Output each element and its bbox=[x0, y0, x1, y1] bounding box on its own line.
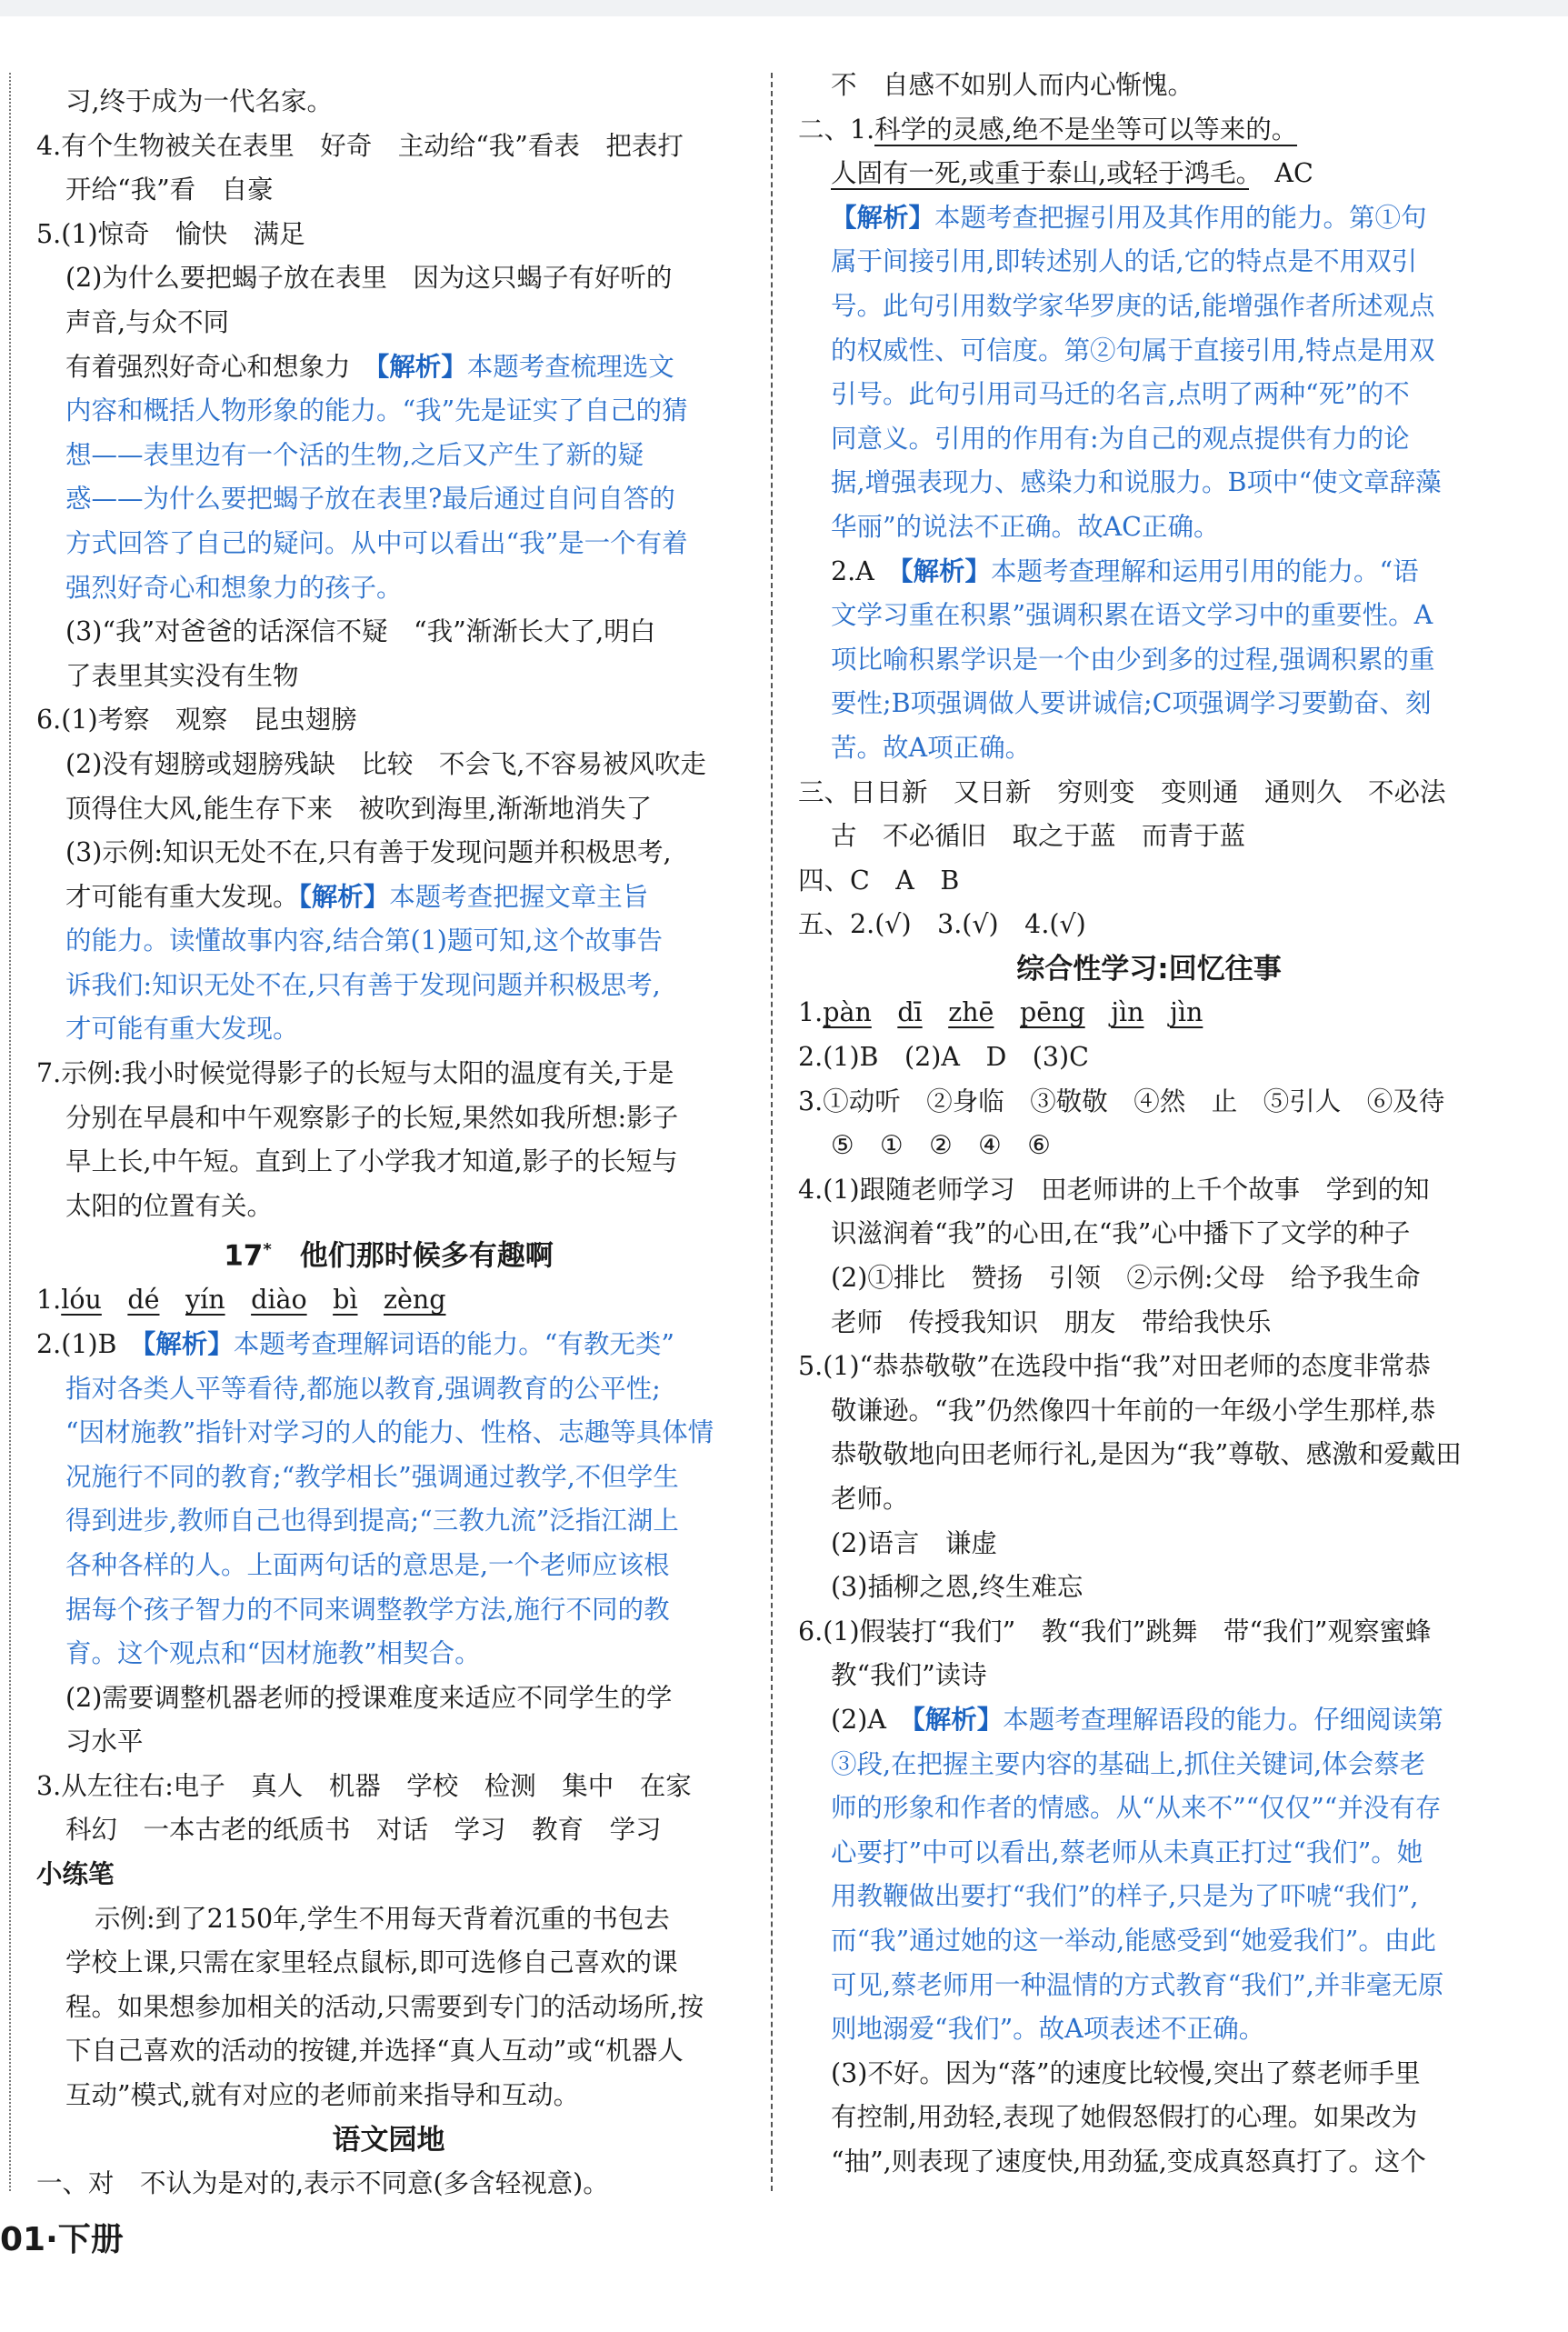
analysis-line: 况施行不同的教育;“教学相长”强调通过教学,不但学生 bbox=[65, 1461, 679, 1492]
analysis-line: 华丽”的说法不正确。故AC正确。 bbox=[831, 511, 1220, 542]
analysis-line: 的权威性、可信度。第②句属于直接引用,特点是用双 bbox=[831, 335, 1435, 365]
pinyin-item: pàn bbox=[823, 997, 872, 1028]
question-number: 1. bbox=[798, 997, 824, 1028]
answer-line: (2)语言 谦虚 bbox=[831, 1527, 997, 1558]
analysis-tag: 【解析】 bbox=[376, 351, 467, 382]
analysis-tag: 【解析】 bbox=[912, 1704, 1004, 1735]
answer-line bbox=[36, 1323, 741, 1367]
answer-line: “抽”,则表现了速度快,用劲猛,变成真怒真打了。这个 bbox=[831, 2146, 1426, 2177]
analysis-line: 育。这个观点和“因材施教”相契合。 bbox=[65, 1638, 481, 1669]
practice-line: 互动”模式,就有对应的老师前来指导和互动。 bbox=[65, 2080, 580, 2111]
pinyin-item: jìn bbox=[1170, 997, 1203, 1028]
analysis-line: 惑——为什么要把蝎子放在表里?最后通过自问自答的 bbox=[65, 484, 675, 515]
analysis-line: “因材施教”指针对学习的人的能力、性格、志趣等具体情 bbox=[65, 1417, 714, 1448]
analysis-tag: 【解析】 bbox=[900, 555, 992, 586]
section-heading: 综合性学习:回忆往事 bbox=[1016, 952, 1282, 986]
left-column bbox=[36, 80, 741, 2207]
answer-line: 早上长,中午短。直到上了小学我才知道,影子的长短与 bbox=[65, 1146, 678, 1177]
analysis-line: 据每个孩子智力的不同来调整教学方法,施行不同的教 bbox=[65, 1594, 670, 1625]
answer-line: (2)没有翅膀或翅膀残缺 比较 不会飞,不容易被风吹走 bbox=[65, 748, 706, 779]
answer-line: 4.有个生物被关在表里 好奇 主动给“我”看表 把表打 bbox=[36, 130, 684, 161]
pinyin-item: bì bbox=[333, 1285, 358, 1316]
analysis-line: 的能力。读懂故事内容,结合第(1)题可知,这个故事告 bbox=[65, 926, 663, 956]
answer-line: 教“我们”读诗 bbox=[831, 1660, 987, 1691]
analysis-tag: 【解析】 bbox=[143, 1328, 234, 1359]
answer-line: (3)示例:知识无处不在,只有善于发现问题并积极思考, bbox=[65, 837, 672, 868]
analysis-line: 内容和概括人物形象的能力。“我”先是证实了自己的猜 bbox=[65, 395, 688, 426]
answer-text: 2.(1)B bbox=[36, 1328, 144, 1359]
practice-line: 下自己喜欢的活动的按键,并选择“真人互动”或“机器人 bbox=[65, 2036, 684, 2067]
analysis-line: 方式回答了自己的疑问。从中可以看出“我”是一个有着 bbox=[65, 527, 688, 558]
pinyin-item: diào bbox=[251, 1285, 307, 1316]
pinyin-item: dé bbox=[127, 1285, 160, 1316]
pinyin-item: pēng bbox=[1019, 997, 1085, 1028]
analysis-line: 同意义。引用的作用有:为自己的观点提供有力的论 bbox=[831, 423, 1410, 454]
analysis-line: 文学习重在积累”强调积累在语文学习中的重要性。A bbox=[831, 600, 1433, 631]
answer-line: 4.(1)跟随老师学习 田老师讲的上千个故事 学到的知 bbox=[798, 1174, 1430, 1205]
analysis-line: 用教鞭做出要打“我们”的样子,只是为了吓唬“我们”, bbox=[831, 1881, 1419, 1912]
analysis-text: 本题考查理解语段的能力。仔细阅读第 bbox=[1003, 1704, 1443, 1735]
analysis-line: 想——表里边有一个活的生物,之后又产生了新的疑 bbox=[65, 439, 644, 470]
analysis-line: 号。此句引用数学家华罗庚的话,能增强作者所述观点 bbox=[831, 290, 1435, 321]
question-number: 二、1. bbox=[798, 114, 875, 145]
left-margin-dots bbox=[9, 73, 11, 2191]
answer-line: 识滋润着“我”的心田,在“我”心中播下了文学的种子 bbox=[831, 1218, 1411, 1249]
analysis-text: 本题考查梳理选文 bbox=[466, 351, 674, 382]
analysis-line: 心要打”中可以看出,蔡老师从未真正打过“我们”。她 bbox=[831, 1837, 1423, 1867]
lesson-star: * bbox=[263, 1240, 272, 1260]
pinyin-item: yín bbox=[185, 1285, 225, 1316]
answer-line: 一、对 不认为是对的,表示不同意(多含轻视意)。 bbox=[36, 2168, 609, 2199]
answer-line: (2)为什么要把蝎子放在表里 因为这只蝎子有好听的 bbox=[65, 263, 673, 294]
answer-line: 5.(1)“恭恭敬敬”在选段中指“我”对田老师的态度非常恭 bbox=[798, 1351, 1431, 1382]
analysis-line: 指对各类人平等看待,都施以教育,强调教育的公平性; bbox=[65, 1373, 661, 1404]
answer-text: 有着强烈好奇心和想象力 bbox=[65, 351, 377, 382]
analysis-line: 才可能有重大发现。 bbox=[65, 1014, 299, 1045]
analysis-line: 诉我们:知识无处不在,只有善于发现问题并积极思考, bbox=[65, 969, 661, 1000]
pinyin-line bbox=[798, 991, 1500, 1036]
right-column bbox=[798, 70, 1500, 2185]
answer-line: 习水平 bbox=[65, 1726, 144, 1757]
answer-line: 2.(1)B (2)A D (3)C bbox=[798, 1042, 1089, 1073]
lesson-title: 他们那时候多有趣啊 bbox=[299, 1239, 554, 1273]
pinyin-item: jìn bbox=[1111, 997, 1144, 1028]
answer-line: 6.(1)考察 观察 昆虫翅膀 bbox=[36, 705, 357, 736]
answer-line: 3.从左往右:电子 真人 机器 学校 检测 集中 在家 bbox=[36, 1770, 692, 1801]
analysis-line: 要性;B项强调做人要讲诚信;C项强调学习要勤奋、刻 bbox=[831, 688, 1432, 719]
answer-line: 四、C A B bbox=[798, 865, 960, 896]
answer-line bbox=[798, 550, 1500, 595]
practice-heading: 小练笔 bbox=[36, 1859, 115, 1890]
answer-line bbox=[798, 1698, 1500, 1743]
analysis-line: 各种各样的人。上面两句话的意思是,一个老师应该根 bbox=[65, 1549, 670, 1580]
analysis-line: 则地溺爱“我们”。故A项表述不正确。 bbox=[831, 2014, 1265, 2045]
answer-line: 古 不必循旧 取之于蓝 而青于蓝 bbox=[831, 821, 1246, 852]
analysis-tag: 【解析】 bbox=[831, 202, 935, 233]
analysis-text: 本题考查把握引用及其作用的能力。第①句 bbox=[934, 202, 1427, 233]
lesson-number: 17 bbox=[224, 1239, 264, 1273]
analysis-text: 本题考查把握文章主旨 bbox=[389, 881, 649, 912]
practice-line: 程。如果想参加相关的活动,只需要到专门的活动场所,按 bbox=[65, 1991, 704, 2022]
answer-line: (2)①排比 赞扬 引领 ②示例:父母 给予我生命 bbox=[831, 1263, 1421, 1294]
pinyin-item: zèng bbox=[384, 1285, 446, 1316]
analysis-text: 本题考查理解词语的能力。“有教无类” bbox=[233, 1328, 674, 1359]
column-divider bbox=[771, 73, 773, 2191]
pinyin-item: lóu bbox=[61, 1285, 102, 1316]
answer-line bbox=[36, 876, 741, 920]
answer-text: (2)A bbox=[831, 1704, 913, 1735]
analysis-line: 强烈好奇心和想象力的孩子。 bbox=[65, 572, 403, 603]
answer-text: AC bbox=[1248, 158, 1313, 189]
answer-line: 3.①动听 ②身临 ③敬敬 ④然 止 ⑤引人 ⑥及待 bbox=[798, 1086, 1445, 1116]
lesson-heading bbox=[36, 1228, 741, 1278]
analysis-line: 师的形象和作者的情感。从“从来不”“仅仅”“并没有存 bbox=[831, 1793, 1442, 1824]
analysis-line: 可见,蔡老师用一种温情的方式教育“我们”,并非毫无原 bbox=[831, 1969, 1444, 2000]
answer-line: 不 自感不如别人而内心惭愧。 bbox=[831, 70, 1194, 100]
answer-line: 五、2.(√) 3.(√) 4.(√) bbox=[798, 909, 1086, 940]
analysis-line: 属于间接引用,即转述别人的话,它的特点是不用双引 bbox=[831, 246, 1418, 277]
answer-line: 顶得住大风,能生存下来 被吹到海里,渐渐地消失了 bbox=[65, 793, 653, 824]
answer-line: 7.示例:我小时候觉得影子的长短与太阳的温度有关,于是 bbox=[36, 1058, 674, 1089]
answer-line bbox=[36, 345, 741, 390]
answer-line: (3)“我”对爸爸的话深信不疑 “我”渐渐长大了,明白 bbox=[65, 616, 656, 647]
top-strip bbox=[0, 0, 1568, 16]
answer-line bbox=[798, 196, 1500, 241]
analysis-line: 引号。此句引用司马迁的名言,点明了两种“死”的不 bbox=[831, 379, 1410, 410]
answer-line: 三、日日新 又日新 穷则变 变则通 通则久 不必法 bbox=[798, 776, 1446, 807]
analysis-line: 而“我”通过她的这一举动,能感受到“她爱我们”。由此 bbox=[831, 1925, 1436, 1956]
practice-line: 示例:到了2150年,学生不用每天背着沉重的书包去 bbox=[95, 1903, 670, 1934]
answer-line: 开给“我”看 自豪 bbox=[65, 175, 274, 205]
answer-line: 习,终于成为一代名家。 bbox=[65, 86, 334, 116]
answer-line bbox=[798, 152, 1500, 196]
answer-line: 有控制,用劲轻,表现了她假怒假打的心理。如果改为 bbox=[831, 2102, 1418, 2133]
pinyin-item: dī bbox=[897, 997, 923, 1028]
analysis-line: 据,增强表现力、感染力和说服力。B项中“使文章辞藻 bbox=[831, 467, 1442, 498]
answer-line: 敬谦逊。“我”仍然像四十年前的一年级小学生那样,恭 bbox=[831, 1395, 1436, 1426]
answer-line: (3)不好。因为“落”的速度比较慢,突出了蔡老师手里 bbox=[831, 2057, 1421, 2088]
section-heading: 语文园地 bbox=[332, 2123, 445, 2157]
answer-text: 才可能有重大发现。 bbox=[65, 881, 299, 912]
analysis-text: 本题考查理解和运用引用的能力。“语 bbox=[991, 555, 1419, 586]
answer-line: 分别在早晨和中午观察影子的长短,果然如我所想:影子 bbox=[65, 1102, 679, 1133]
answer-line bbox=[798, 108, 1500, 153]
answer-line: 恭敬敬地向田老师行礼,是因为“我”尊敬、感激和爱戴田 bbox=[831, 1439, 1462, 1470]
answer-line: 老师 传授我知识 朋友 带给我快乐 bbox=[831, 1306, 1272, 1337]
pinyin-line bbox=[36, 1278, 741, 1323]
underlined-sentence: 人固有一死,或重于泰山,或轻于鸿毛。 bbox=[831, 158, 1249, 189]
analysis-line: 苦。故A项正确。 bbox=[831, 732, 1032, 763]
page-number: 01·下册 bbox=[0, 2221, 124, 2258]
answer-line: 科幻 一本古老的纸质书 对话 学习 教育 学习 bbox=[65, 1815, 662, 1846]
analysis-line: 得到进步,教师自己也得到提高;“三教九流”泛指江湖上 bbox=[65, 1506, 679, 1536]
answer-line: 6.(1)假装打“我们” 教“我们”跳舞 带“我们”观察蜜蜂 bbox=[798, 1616, 1432, 1646]
answer-line: 了表里其实没有生物 bbox=[65, 660, 299, 691]
question-number: 1. bbox=[36, 1285, 62, 1316]
answer-line: 老师。 bbox=[831, 1484, 909, 1514]
answer-line: ⑤ ① ② ④ ⑥ bbox=[831, 1130, 1051, 1161]
answer-line: (3)插柳之恩,终生难忘 bbox=[831, 1572, 1084, 1603]
answer-text: 2.A bbox=[831, 555, 901, 586]
practice-line: 学校上课,只需在家里轻点鼠标,即可选修自己喜欢的课 bbox=[65, 1947, 678, 1978]
pinyin-item: zhē bbox=[948, 997, 994, 1028]
answer-line: 5.(1)惊奇 愉快 满足 bbox=[36, 218, 305, 249]
analysis-tag: 【解析】 bbox=[298, 881, 390, 912]
underlined-sentence: 科学的灵感,绝不是坐等可以等来的。 bbox=[874, 114, 1298, 145]
analysis-line: ③段,在把握主要内容的基础上,抓住关键词,体会蔡老 bbox=[831, 1748, 1426, 1779]
analysis-line: 项比喻积累学识是一个由少到多的过程,强调积累的重 bbox=[831, 644, 1435, 675]
answer-line: 太阳的位置有关。 bbox=[65, 1190, 274, 1221]
answer-line: 声音,与众不同 bbox=[65, 306, 230, 337]
answer-line: (2)需要调整机器老师的授课难度来适应不同学生的学 bbox=[65, 1682, 673, 1713]
